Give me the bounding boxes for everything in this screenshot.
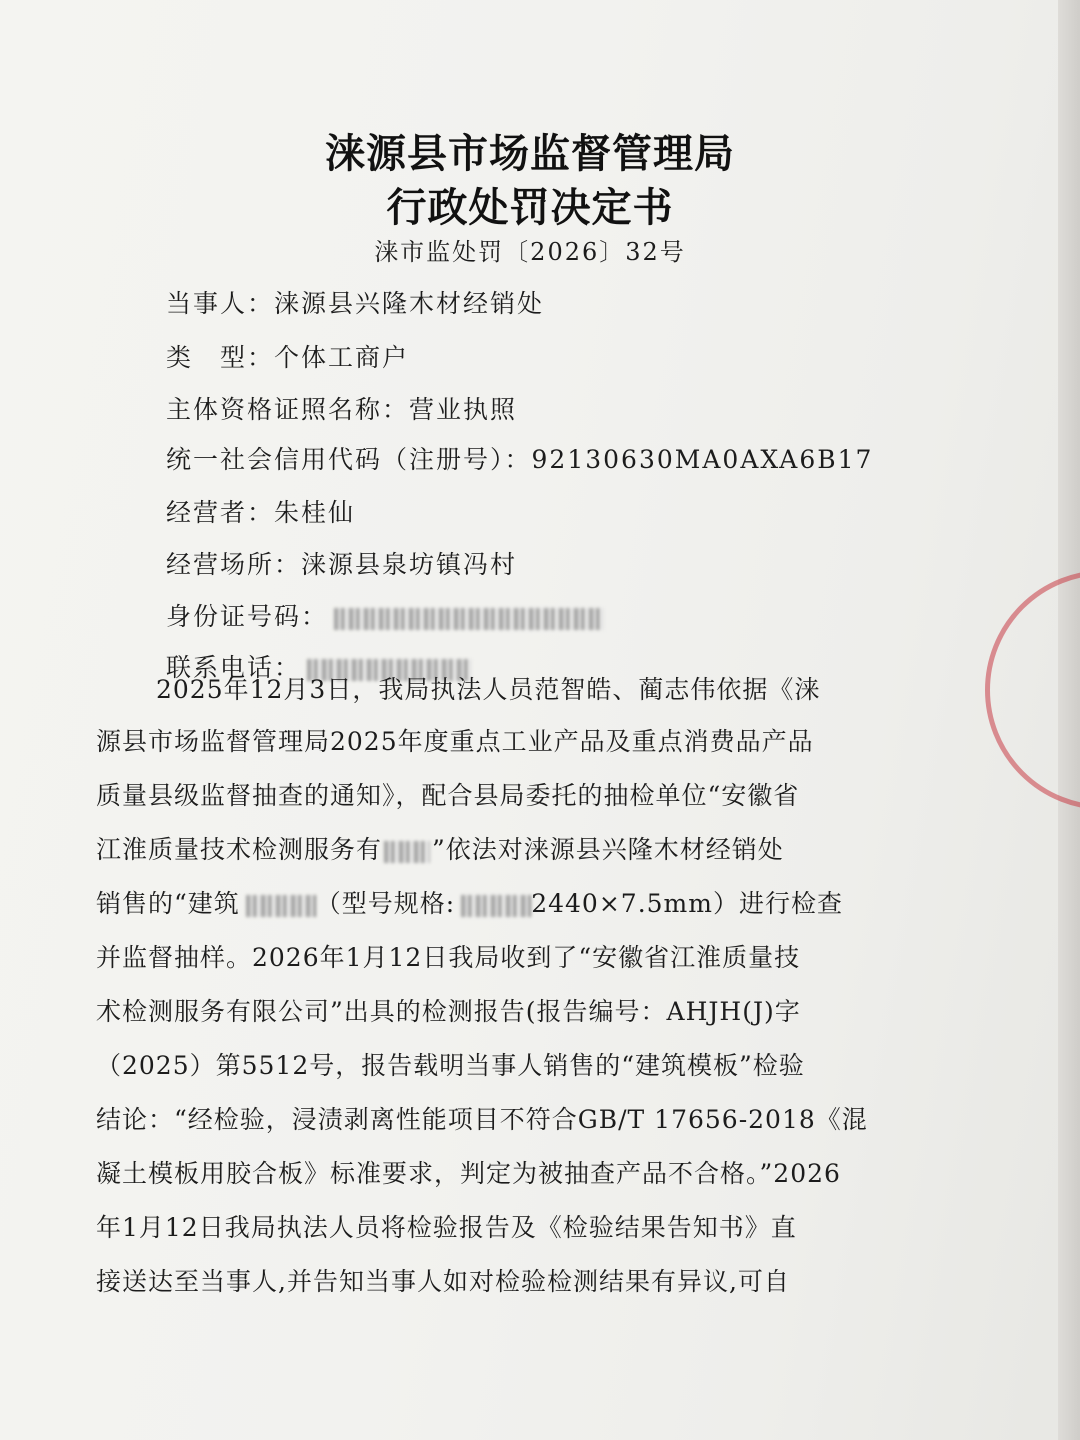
redacted-id-number bbox=[334, 608, 604, 630]
body-line: （2025）第5512号，报告载明当事人销售的“建筑模板”检验 bbox=[96, 1051, 805, 1080]
body-line: 结论：“经检验，浸渍剥离性能项目不符合GB/T 17656-2018《混 bbox=[96, 1105, 868, 1134]
body-text: ”依法对涞源县兴隆木材经销处 bbox=[432, 835, 784, 864]
document-number: 涞市监处罚〔2026〕32号 bbox=[374, 238, 686, 266]
field-value: 涞源县兴隆木材经销处 bbox=[274, 289, 545, 318]
field-license-name bbox=[166, 390, 517, 426]
field-address bbox=[166, 545, 517, 581]
body-line: 术检测服务有限公司”出具的检测报告(报告编号：AHJH(J)字 bbox=[96, 997, 801, 1026]
body-line: 并监督抽样。2026年1月12日我局收到了“安徽省江淮质量技 bbox=[96, 943, 801, 972]
field-label: 联系电话： bbox=[166, 653, 302, 682]
body-text: 江淮质量技术检测服务有 bbox=[96, 835, 383, 864]
field-value: 个体工商户 bbox=[274, 343, 410, 372]
field-operator bbox=[166, 493, 355, 529]
field-value: 朱桂仙 bbox=[274, 498, 356, 527]
body-text: 销售的“建筑 bbox=[96, 889, 240, 918]
body-line: 年1月12日我局执法人员将检验报告及《检验结果告知书》直 bbox=[96, 1213, 797, 1242]
body-line: 凝土模板用胶合板》标准要求，判定为被抽查产品不合格。”2026 bbox=[96, 1159, 841, 1188]
field-label: 身份证号码： bbox=[166, 602, 329, 631]
field-label: 经营者： bbox=[166, 498, 275, 527]
body-line: 接送达至当事人,并告知当事人如对检验检测结果有异议,可自 bbox=[96, 1267, 790, 1296]
field-type bbox=[166, 338, 409, 374]
field-value: 营业执照 bbox=[409, 395, 518, 424]
redacted-text bbox=[461, 895, 531, 917]
body-line: 质量县级监督抽查的通知》，配合县局委托的抽检单位“安徽省 bbox=[96, 781, 800, 810]
body-text: （型号规格: bbox=[315, 889, 456, 918]
body-line bbox=[96, 884, 976, 920]
redacted-text bbox=[246, 895, 316, 917]
authority-title: 涞源县市场监督管理局 bbox=[325, 131, 735, 177]
field-label: 统一社会信用代码（注册号）： bbox=[166, 445, 532, 474]
field-credit-code bbox=[166, 440, 873, 476]
field-id-number bbox=[166, 597, 604, 633]
body-line bbox=[96, 830, 976, 866]
official-seal bbox=[985, 570, 1080, 810]
field-label: 类 型： bbox=[166, 343, 275, 372]
field-label: 经营场所： bbox=[166, 550, 302, 579]
field-value: 92130630MA0AXA6B17 bbox=[531, 445, 874, 474]
body-line: 源县市场监督管理局2025年度重点工业产品及重点消费品产品 bbox=[96, 727, 814, 756]
redacted-text bbox=[384, 841, 430, 863]
document-title: 行政处罚决定书 bbox=[386, 185, 674, 231]
field-value: 涞源县泉坊镇冯村 bbox=[301, 550, 518, 579]
body-line: 2025年12月3日，我局执法人员范智皓、蔺志伟依据《涞 bbox=[156, 675, 821, 704]
field-label: 当事人： bbox=[166, 289, 275, 318]
field-label: 主体资格证照名称： bbox=[166, 395, 410, 424]
body-text: 2440×7.5mm）进行检查 bbox=[531, 889, 843, 918]
field-party bbox=[166, 284, 544, 320]
